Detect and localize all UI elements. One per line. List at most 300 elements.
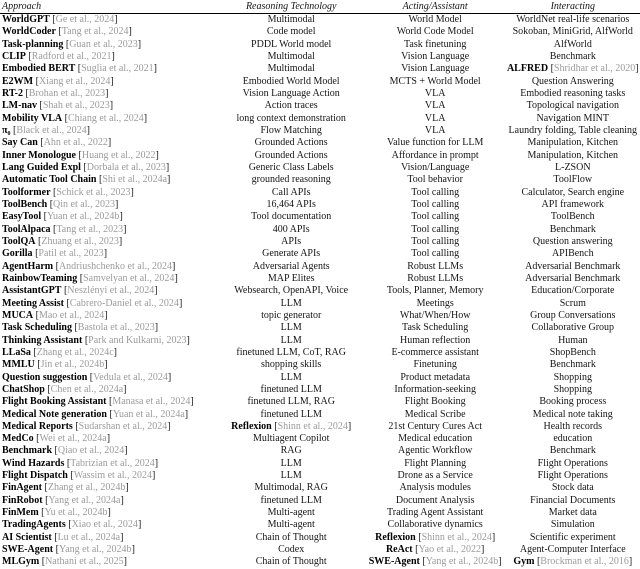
acting-cell bbox=[365, 470, 506, 482]
interacting-value: APIBench bbox=[551, 248, 594, 260]
citation-link[interactable]: Manasa et al., 2024 bbox=[112, 396, 191, 408]
reasoning-value: LLM bbox=[280, 334, 302, 346]
reasoning-value: LLM bbox=[280, 297, 302, 309]
acting-cell bbox=[365, 39, 506, 51]
table-row bbox=[0, 51, 640, 63]
reasoning-cell bbox=[218, 495, 365, 507]
citation-link[interactable]: Xiang et al., 2024 bbox=[38, 75, 111, 87]
reasoning-cell bbox=[218, 261, 365, 273]
interacting-value: Embodied reasoning tasks bbox=[520, 87, 626, 99]
acting-value: Flight Booking bbox=[404, 396, 466, 408]
acting-value: Tools, Planner, Memory bbox=[386, 285, 484, 297]
citation-link[interactable]: Park and Kulkarni, 2023 bbox=[88, 334, 187, 346]
citation-link[interactable]: Yang et al., 2024a bbox=[48, 494, 121, 506]
acting-value: Tool calling bbox=[411, 235, 460, 247]
table-row bbox=[0, 187, 640, 199]
citation-link[interactable]: Brohan et al., 2023 bbox=[28, 87, 106, 99]
reasoning-cell bbox=[218, 51, 365, 63]
acting-cell bbox=[365, 100, 506, 112]
table-row bbox=[0, 39, 640, 51]
interacting-value: Flight Operations bbox=[537, 470, 608, 482]
reasoning-value: Vision Language Action bbox=[242, 87, 340, 99]
citation-link[interactable]: Yao et al., 2022 bbox=[418, 544, 482, 556]
acting-value: Affordance in prompt bbox=[391, 149, 479, 161]
table-row bbox=[0, 544, 640, 556]
interacting-value: Simulation bbox=[550, 519, 595, 531]
acting-value: Flight Planning bbox=[404, 457, 467, 469]
interacting-cell bbox=[506, 310, 640, 322]
reasoning-value: LLM bbox=[280, 371, 302, 383]
approach-cell: CLIP [Radford et al., 2021] bbox=[2, 50, 115, 62]
reasoning-value: Code model bbox=[266, 26, 316, 38]
approach-cell: Mobility VLA [Chiang et al., 2024] bbox=[2, 112, 148, 124]
approach-name: Gorilla bbox=[2, 248, 33, 260]
reasoning-cell bbox=[218, 507, 365, 519]
approach-cell: AI Scientist [Lu et al., 2024a] bbox=[2, 531, 124, 543]
interacting-cell bbox=[506, 174, 640, 186]
reasoning-cell bbox=[218, 248, 365, 260]
interacting-cell bbox=[506, 211, 640, 223]
approach-cell: RainbowTeaming [Samvelyan et al., 2024] bbox=[2, 272, 178, 284]
approach-name: ToolBench bbox=[2, 198, 48, 210]
acting-cell bbox=[365, 507, 506, 519]
citation-link[interactable]: Sudarshan et al., 2024 bbox=[78, 420, 168, 432]
citation-link[interactable]: Zhang et al., 2024c bbox=[36, 346, 114, 358]
citation-link[interactable]: Wei et al., 2024a bbox=[39, 433, 107, 445]
table-row bbox=[0, 211, 640, 223]
approach-cell: ToolBench [Qin et al., 2023] bbox=[2, 198, 119, 210]
reasoning-cell bbox=[218, 224, 365, 236]
reasoning-value: Action traces bbox=[264, 100, 318, 112]
approach-cell: Benchmark [Qiao et al., 2024] bbox=[2, 445, 128, 457]
interacting-cell bbox=[506, 187, 640, 199]
reasoning-value: LLM bbox=[280, 470, 302, 482]
approach-cell: ChatShop [Chen et al., 2024a] bbox=[2, 383, 127, 395]
acting-value: Document Analysis bbox=[395, 494, 475, 506]
acting-value: Vision Language bbox=[401, 50, 470, 62]
approach-name: TradingAgents bbox=[2, 519, 66, 531]
reasoning-value: topic generator bbox=[261, 309, 322, 321]
col-header-approach: Approach bbox=[0, 0, 218, 14]
table-row bbox=[0, 556, 640, 568]
acting-cell bbox=[365, 384, 506, 396]
interacting-value: Flight Operations bbox=[537, 457, 608, 469]
interacting-value: Benchmark bbox=[549, 359, 596, 371]
interacting-value: Stock data bbox=[551, 482, 594, 494]
citation-link[interactable]: Tang et al., 2024 bbox=[61, 26, 129, 38]
acting-value: MCTS + World Model bbox=[389, 75, 481, 87]
citation-link[interactable]: Schick et al., 2023 bbox=[56, 186, 131, 198]
approach-name: Benchmark bbox=[2, 445, 52, 457]
acting-cell bbox=[365, 335, 506, 347]
citation-link[interactable]: Ge et al., 2024 bbox=[55, 14, 115, 25]
col-header-interacting: Interacting bbox=[506, 0, 640, 14]
reasoning-value: shopping skills bbox=[261, 359, 322, 371]
citation-link[interactable]: Yang et al., 2024b bbox=[58, 544, 132, 556]
table-row bbox=[0, 273, 640, 285]
interacting-cell bbox=[506, 285, 640, 297]
acting-cell bbox=[365, 162, 506, 174]
approach-name: Inner Monologue bbox=[2, 149, 76, 161]
reasoning-value: RAG bbox=[280, 445, 302, 457]
approach-cell: AgentHarm [Andriushchenko et al., 2024] bbox=[2, 260, 176, 272]
reasoning-cell bbox=[218, 396, 365, 408]
table-row bbox=[0, 236, 640, 248]
citation-link[interactable]: Bastola et al., 2023 bbox=[77, 322, 155, 334]
approach-name: π₀ bbox=[2, 124, 11, 136]
table-row bbox=[0, 409, 640, 421]
acting-cell bbox=[365, 76, 506, 88]
reasoning-value: 400 APIs bbox=[272, 223, 310, 235]
table-row bbox=[0, 298, 640, 310]
interacting-cell bbox=[506, 396, 640, 408]
reasoning-value: 16,464 APIs bbox=[266, 198, 316, 210]
interacting-value: Question answering bbox=[532, 235, 613, 247]
approach-cell: ToolAlpaca [Tang et al., 2023] bbox=[2, 223, 127, 235]
interacting-value: Manipulation, Kitchen bbox=[527, 137, 619, 149]
interacting-cell bbox=[506, 298, 640, 310]
reasoning-cell bbox=[218, 458, 365, 470]
reasoning-value: Tool documentation bbox=[251, 211, 332, 223]
reasoning-value: finetuned LLM, CoT, RAG bbox=[236, 346, 346, 358]
interacting-cell bbox=[506, 125, 640, 137]
reasoning-value: long context demonstration bbox=[236, 112, 346, 124]
citation-link[interactable]: Neszlényi et al., 2024 bbox=[67, 285, 155, 297]
citation-link[interactable]: Yu et al., 2024b bbox=[44, 507, 108, 519]
citation-link[interactable]: Yuan et al., 2024b bbox=[46, 211, 120, 223]
approach-name: Question suggestion bbox=[2, 371, 88, 383]
approach-cell: FinMem [Yu et al., 2024b] bbox=[2, 507, 111, 519]
acting-cell bbox=[365, 261, 506, 273]
acting-cell bbox=[365, 298, 506, 310]
table-row bbox=[0, 433, 640, 445]
approach-cell: Lang Guided Expl [Dorbala et al., 2023] bbox=[2, 161, 170, 173]
approach-name: Task-planning bbox=[2, 38, 64, 50]
citation-link[interactable]: Qin et al., 2023 bbox=[53, 198, 115, 210]
acting-cell bbox=[365, 347, 506, 359]
acting-cell bbox=[365, 14, 506, 27]
interacting-value: Collaborative Group bbox=[531, 322, 615, 334]
citation-link[interactable]: Chiang et al., 2024 bbox=[67, 112, 144, 124]
citation-link[interactable]: Samvelyan et al., 2024 bbox=[83, 272, 175, 284]
interacting-cell bbox=[506, 421, 640, 433]
acting-value: Information-seeking bbox=[394, 383, 476, 395]
interacting-cell bbox=[506, 335, 640, 347]
acting-cell bbox=[365, 396, 506, 408]
citation-link[interactable]: Zhuang et al., 2023 bbox=[41, 235, 119, 247]
interacting-name: ALFRED bbox=[506, 63, 549, 75]
acting-cell bbox=[365, 372, 506, 384]
acting-cell bbox=[365, 224, 506, 236]
approach-cell: TradingAgents [Xiao et al., 2024] bbox=[2, 519, 142, 531]
interacting-cell bbox=[506, 261, 640, 273]
reasoning-cell bbox=[218, 113, 365, 125]
reasoning-value: Chain of Thought bbox=[255, 556, 327, 568]
table-row bbox=[0, 495, 640, 507]
acting-cell bbox=[365, 113, 506, 125]
approach-cell: MedCo [Wei et al., 2024a] bbox=[2, 433, 111, 445]
citation-link[interactable]: Radford et al., 2021 bbox=[31, 50, 112, 62]
approach-cell: Medical Reports [Sudarshan et al., 2024] bbox=[2, 420, 171, 432]
reasoning-value: Call APIs bbox=[271, 186, 311, 198]
approach-name: CLIP bbox=[2, 50, 26, 62]
reasoning-cell bbox=[218, 199, 365, 211]
interacting-cell bbox=[506, 88, 640, 100]
interacting-cell bbox=[506, 322, 640, 334]
approach-name: Embodied BERT bbox=[2, 63, 76, 75]
citation-link[interactable]: Shridhar et al., 2020 bbox=[553, 63, 636, 75]
interacting-value: Medical note taking bbox=[532, 408, 613, 420]
acting-value: Tool calling bbox=[411, 186, 460, 198]
acting-value: VLA bbox=[424, 100, 446, 112]
interacting-cell bbox=[506, 384, 640, 396]
reasoning-cell bbox=[218, 125, 365, 137]
acting-cell bbox=[365, 63, 506, 75]
citation-link[interactable]: Mao et al., 2024 bbox=[38, 309, 105, 321]
reasoning-value: Multimodal, RAG bbox=[254, 482, 328, 494]
approach-cell: MMLU [Jin et al., 2024b] bbox=[2, 359, 108, 371]
table-body bbox=[0, 14, 640, 569]
reasoning-value: finetuned LLM, RAG bbox=[247, 396, 335, 408]
interacting-value: Market data bbox=[548, 507, 597, 519]
acting-cell bbox=[365, 199, 506, 211]
approach-name: FinMem bbox=[2, 507, 39, 519]
approach-cell: Task-planning [Guan et al., 2023] bbox=[2, 38, 142, 50]
approach-name: Flight Dispatch bbox=[2, 470, 68, 482]
approach-name: RainbowTeaming bbox=[2, 272, 78, 284]
citation-link[interactable]: Ahn et al., 2022 bbox=[43, 137, 108, 149]
acting-cell bbox=[365, 211, 506, 223]
col-header-reasoning: Reasoning Technology bbox=[218, 0, 365, 14]
acting-value: Tool behavior bbox=[407, 174, 464, 186]
interacting-value: Laundry folding, Table cleaning bbox=[508, 124, 638, 136]
table-row bbox=[0, 125, 640, 137]
reasoning-cell bbox=[218, 359, 365, 371]
approach-name: ChatShop bbox=[2, 383, 45, 395]
reasoning-value: Multiagent Copilot bbox=[252, 433, 330, 445]
acting-cell bbox=[365, 26, 506, 38]
table-row bbox=[0, 285, 640, 297]
interacting-cell bbox=[506, 39, 640, 51]
citation-link[interactable]: Shah et al., 2023 bbox=[42, 100, 110, 112]
acting-value: Drone as a Service bbox=[397, 470, 473, 482]
acting-value: Value function for LLM bbox=[386, 137, 484, 149]
interacting-value: L-ZSON bbox=[555, 161, 591, 173]
citation-link[interactable]: Black et al., 2024 bbox=[16, 124, 87, 136]
approach-cell: π₀ [Black et al., 2024] bbox=[2, 124, 90, 136]
table-row bbox=[0, 519, 640, 531]
interacting-cell bbox=[506, 519, 640, 531]
table-row bbox=[0, 224, 640, 236]
reasoning-value: Multimodal bbox=[267, 14, 315, 25]
acting-cell bbox=[365, 359, 506, 371]
interacting-value: Calculator, Search engine bbox=[521, 186, 625, 198]
interacting-cell bbox=[506, 76, 640, 88]
interacting-value: Navigation MINT bbox=[536, 112, 610, 124]
reasoning-cell bbox=[218, 532, 365, 544]
interacting-cell bbox=[506, 495, 640, 507]
approach-cell: Embodied BERT [Suglia et al., 2021] bbox=[2, 63, 157, 75]
interacting-cell: ALFRED [Shridhar et al., 2020] bbox=[506, 63, 639, 75]
citation-link[interactable]: Qiao et al., 2024 bbox=[57, 445, 125, 457]
acting-value: Analysis modules bbox=[399, 482, 471, 494]
reasoning-cell bbox=[218, 445, 365, 457]
reasoning-value: Websearch, OpenAPI, Voice bbox=[234, 285, 349, 297]
interacting-value: education bbox=[553, 433, 593, 445]
approach-cell: E2WM [Xiang et al., 2024] bbox=[2, 75, 114, 87]
citation-link[interactable]: Zhang et al., 2024b bbox=[47, 482, 126, 494]
citation-link[interactable]: Guan et al., 2023 bbox=[69, 38, 138, 50]
interacting-cell bbox=[506, 273, 640, 285]
table-row bbox=[0, 100, 640, 112]
table-row bbox=[0, 384, 640, 396]
interacting-value: ToolFlow bbox=[553, 174, 593, 186]
acting-cell bbox=[365, 187, 506, 199]
citation-link[interactable]: Tang et al., 2023 bbox=[56, 223, 124, 235]
table-row bbox=[0, 347, 640, 359]
reasoning-cell bbox=[218, 273, 365, 285]
reasoning-cell bbox=[218, 482, 365, 494]
citation-link[interactable]: Andriushchenko et al., 2024 bbox=[58, 260, 172, 272]
citation-link[interactable]: Dorbala et al., 2023 bbox=[86, 161, 166, 173]
citation-link[interactable]: Lu et al., 2024a bbox=[57, 531, 121, 543]
acting-cell: Reflexion [Shinn et al., 2024] bbox=[375, 531, 496, 543]
acting-value: What/When/How bbox=[399, 309, 471, 321]
acting-value: World Code Model bbox=[396, 26, 474, 38]
table-row bbox=[0, 248, 640, 260]
interacting-value: Benchmark bbox=[549, 223, 596, 235]
approach-name: MMLU bbox=[2, 359, 35, 371]
reasoning-cell bbox=[218, 347, 365, 359]
table-row bbox=[0, 482, 640, 494]
interacting-value: Booking process bbox=[539, 396, 607, 408]
acting-value: VLA bbox=[424, 112, 446, 124]
approach-name: AgentHarm bbox=[2, 260, 54, 272]
citation-link[interactable]: Shinn et al., 2024 bbox=[277, 420, 348, 432]
approach-cell: RT-2 [Brohan et al., 2023] bbox=[2, 87, 109, 99]
table-row bbox=[0, 150, 640, 162]
interacting-cell bbox=[506, 482, 640, 494]
citation-link[interactable]: Jin et al., 2024b bbox=[40, 359, 105, 371]
approach-cell: MUCA [Mao et al., 2024] bbox=[2, 309, 108, 321]
acting-value: Collaborative dynamics bbox=[387, 519, 483, 531]
citation-link[interactable]: Suglia et al., 2021 bbox=[81, 63, 154, 75]
citation-link[interactable]: Yuan et al., 2024a bbox=[112, 408, 185, 420]
acting-cell: ReAct [Yao et al., 2022] bbox=[385, 544, 485, 556]
acting-value: Trading Agent Assistant bbox=[387, 507, 484, 519]
reasoning-value: finetuned LLM bbox=[260, 383, 322, 395]
approach-name: Wind Hazards bbox=[2, 457, 65, 469]
approach-name: LLaSa bbox=[2, 346, 31, 358]
reasoning-cell bbox=[218, 88, 365, 100]
citation-link[interactable]: Chen et al., 2024a bbox=[50, 383, 124, 395]
acting-value: Medical Scribe bbox=[404, 408, 466, 420]
interacting-value: WorldNet real-life scenarios bbox=[516, 14, 630, 25]
reasoning-cell bbox=[218, 285, 365, 297]
acting-cell bbox=[365, 273, 506, 285]
approach-cell: Automatic Tool Chain [Shi et al., 2024a] bbox=[2, 174, 171, 186]
acting-cell bbox=[365, 310, 506, 322]
reasoning-cell bbox=[218, 322, 365, 334]
interacting-cell bbox=[506, 236, 640, 248]
approach-name: FinAgent bbox=[2, 482, 42, 494]
acting-cell bbox=[365, 174, 506, 186]
table-row bbox=[0, 199, 640, 211]
reasoning-value: Multimodal bbox=[267, 50, 315, 62]
citation-link[interactable]: Shinn et al., 2024 bbox=[421, 531, 492, 543]
table-row bbox=[0, 310, 640, 322]
table-row bbox=[0, 63, 640, 75]
approach-cell: WorldGPT [Ge et al., 2024] bbox=[2, 14, 118, 25]
approach-name: EasyTool bbox=[2, 211, 42, 223]
acting-cell bbox=[365, 458, 506, 470]
approach-cell: ToolQA [Zhuang et al., 2023] bbox=[2, 235, 123, 247]
approach-name: E2WM bbox=[2, 75, 34, 87]
citation-link[interactable]: Cabrero-Daniel et al., 2024 bbox=[69, 297, 179, 309]
interacting-cell bbox=[506, 113, 640, 125]
approach-cell: Question suggestion [Vedula et al., 2024] bbox=[2, 371, 172, 383]
reasoning-cell bbox=[218, 76, 365, 88]
interacting-value: Scrum bbox=[559, 297, 586, 309]
approach-name: Task Scheduling bbox=[2, 322, 72, 334]
citation-link[interactable]: Huang et al., 2022 bbox=[81, 149, 156, 161]
approach-cell: LLaSa [Zhang et al., 2024c] bbox=[2, 346, 118, 358]
citation-link[interactable]: Patil et al., 2023 bbox=[38, 248, 104, 260]
interacting-value: AlfWorld bbox=[553, 38, 592, 50]
reasoning-cell bbox=[218, 544, 365, 556]
table-row bbox=[0, 322, 640, 334]
header-row bbox=[0, 0, 640, 14]
approach-name: Flight Booking Assistant bbox=[2, 396, 107, 408]
acting-cell bbox=[365, 433, 506, 445]
approach-name: LM-nav bbox=[2, 100, 37, 112]
acting-value: Tool calling bbox=[411, 223, 460, 235]
citation-link[interactable]: Vedula et al., 2024 bbox=[93, 371, 168, 383]
citation-link[interactable]: Xiao et al., 2024 bbox=[71, 519, 138, 531]
interacting-name: Gym bbox=[513, 556, 535, 568]
reasoning-value: Multi-agent bbox=[267, 519, 315, 531]
table-row bbox=[0, 507, 640, 519]
citation-link[interactable]: Yang et al., 2024b bbox=[425, 556, 499, 568]
reasoning-value: Flow Matching bbox=[260, 124, 322, 136]
acting-cell bbox=[365, 248, 506, 260]
citation-link[interactable]: Nathani et al., 2025 bbox=[45, 556, 124, 568]
reasoning-value: LLM bbox=[280, 457, 302, 469]
approach-name: Lang Guided Expl bbox=[2, 161, 81, 173]
acting-name: SWE-Agent bbox=[368, 556, 420, 568]
interacting-cell bbox=[506, 199, 640, 211]
table-row bbox=[0, 532, 640, 544]
approach-name: FinRobot bbox=[2, 494, 43, 506]
approach-cell: Flight Booking Assistant [Manasa et al., 2024] bbox=[2, 396, 194, 408]
reasoning-cell bbox=[218, 162, 365, 174]
acting-cell bbox=[365, 88, 506, 100]
acting-value: Robust LLMs bbox=[407, 260, 464, 272]
citation-link[interactable]: Shi et al., 2024a bbox=[102, 174, 168, 186]
citation-link[interactable]: Wassim et al., 2024 bbox=[73, 470, 153, 482]
reasoning-value: LLM bbox=[280, 322, 302, 334]
acting-value: Task Scheduling bbox=[402, 322, 469, 334]
approach-name: Thinking Assistant bbox=[2, 334, 83, 346]
approach-name: Medical Note generation bbox=[2, 408, 107, 420]
citation-link[interactable]: Brockman et al., 2016 bbox=[540, 556, 629, 568]
table-row bbox=[0, 162, 640, 174]
interacting-cell bbox=[506, 409, 640, 421]
interacting-cell bbox=[506, 544, 640, 556]
reasoning-cell bbox=[218, 384, 365, 396]
interacting-value: Topological navigation bbox=[526, 100, 619, 112]
citation-link[interactable]: Tabrizian et al., 2024 bbox=[70, 457, 155, 469]
